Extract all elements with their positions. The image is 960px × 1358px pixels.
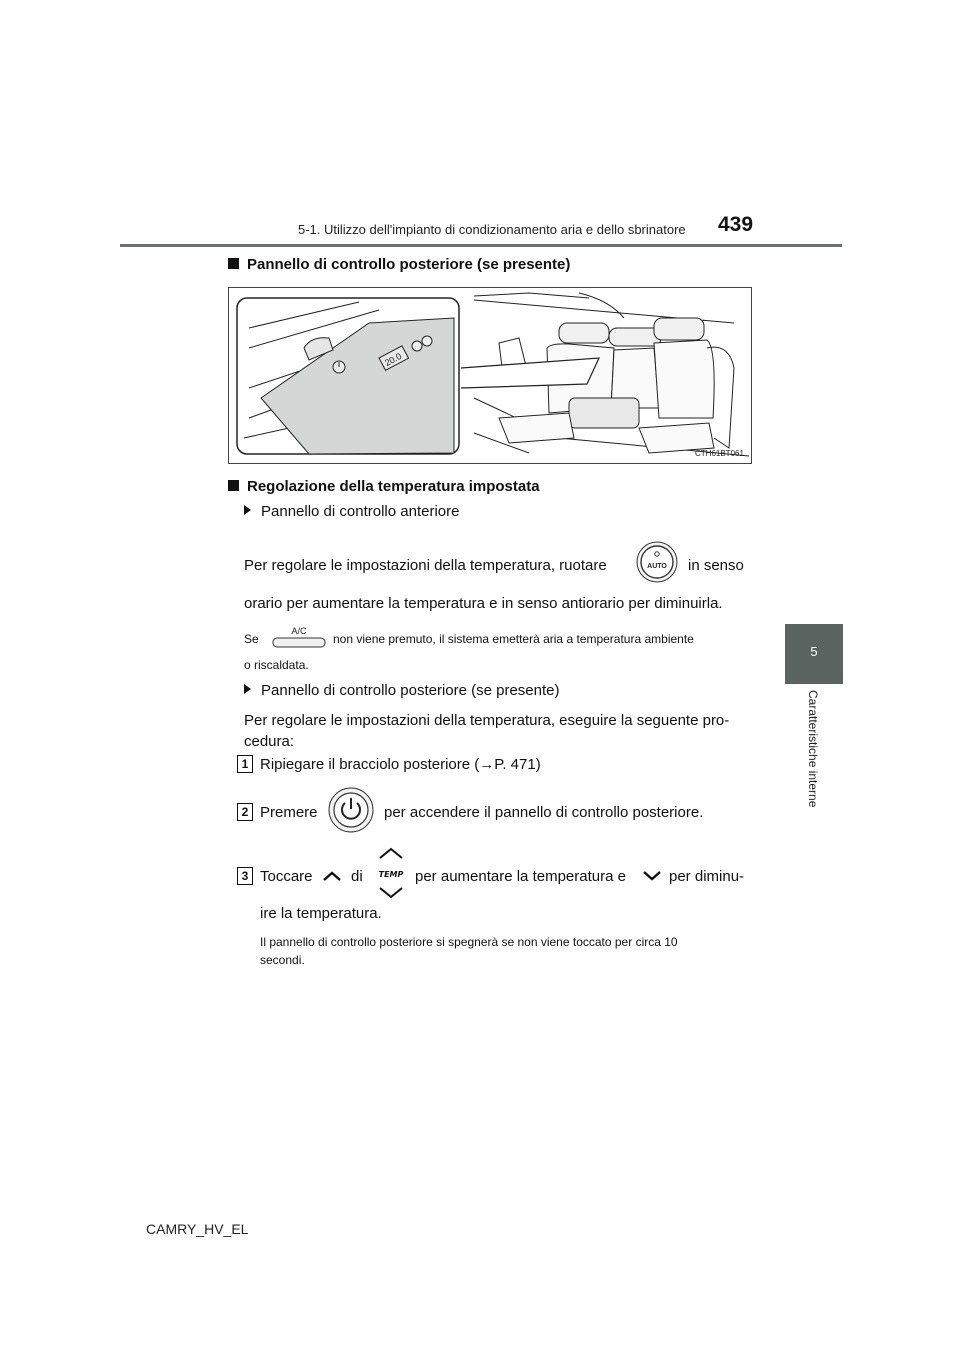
rear-panel-heading: Pannello di controllo posteriore (se presente) bbox=[228, 256, 570, 273]
chevron-up-icon bbox=[320, 868, 344, 884]
rear-panel-figure bbox=[228, 287, 752, 464]
svg-text:A/C: A/C bbox=[291, 626, 307, 636]
rear-panel-intro-2: cedura: bbox=[244, 733, 295, 750]
step-2-text-a: Premere bbox=[260, 804, 318, 821]
chapter-label: Caratteristiche interne bbox=[806, 690, 820, 808]
step-2-text-b: per accendere il pannello di controllo posteriore. bbox=[384, 804, 704, 821]
step-2-number: 2 bbox=[237, 803, 253, 821]
front-panel-subheading: Pannello di controllo anteriore bbox=[244, 501, 459, 523]
svg-text:AUTO: AUTO bbox=[647, 563, 667, 570]
step-3-text-c: per aumentare la temperatura e bbox=[415, 868, 626, 885]
chapter-number: 5 bbox=[810, 644, 818, 659]
temp-control-icon bbox=[374, 840, 408, 906]
figure-code: CTH61BT061 bbox=[695, 449, 744, 458]
section-title: 5-1. Utilizzo dell'impianto di condizionamento aria e dello sbrinatore bbox=[298, 222, 686, 237]
step-3-text-d: per diminu- bbox=[669, 868, 745, 885]
ac-note-a: Se bbox=[244, 632, 259, 646]
auto-off-note-2: secondi. bbox=[260, 953, 305, 967]
step-3-text-b: di bbox=[351, 868, 363, 885]
model-code: CAMRY_HV_EL bbox=[146, 1221, 249, 1237]
auto-knob-icon bbox=[636, 541, 678, 583]
step-3-number: 3 bbox=[237, 867, 253, 885]
front-panel-instruction-2: orario per aumentare la temperatura e in senso antiorario per diminuirla. bbox=[244, 595, 723, 612]
figure-display-value: 20.0 bbox=[383, 351, 404, 369]
chapter-tab bbox=[785, 624, 843, 684]
ac-button-icon bbox=[270, 624, 328, 650]
page-number: 439 bbox=[718, 213, 754, 236]
chevron-down-icon bbox=[640, 868, 664, 884]
svg-text:TEMP: TEMP bbox=[378, 870, 404, 879]
step-1-number: 1 bbox=[237, 755, 253, 773]
temp-adjust-heading: Regolazione della temperatura impostata bbox=[228, 478, 540, 495]
rear-seat-illustration bbox=[229, 288, 751, 463]
square-bullet-icon bbox=[228, 480, 239, 491]
ac-note-line2: o riscaldata. bbox=[244, 658, 309, 672]
auto-off-note-1: Il pannello di controllo posteriore si spegnerà se non viene toccato per circa 10 bbox=[260, 935, 678, 949]
front-panel-instruction-1b: in senso bbox=[688, 557, 744, 574]
ac-note-b: non viene premuto, il sistema emetterà aria a temperatura ambiente bbox=[333, 632, 694, 646]
triangle-bullet-icon bbox=[244, 505, 251, 515]
triangle-bullet-icon bbox=[244, 684, 251, 694]
front-panel-instruction-1a: Per regolare le impostazioni della temperatura, ruotare bbox=[244, 557, 607, 574]
step-1-text: Ripiegare il bracciolo posteriore (→P. 471) bbox=[260, 756, 541, 773]
header-rule bbox=[120, 244, 842, 247]
rear-panel-intro-1: Per regolare le impostazioni della temperatura, eseguire la seguente pro- bbox=[244, 712, 730, 729]
step-3-text-a: Toccare bbox=[260, 868, 313, 885]
step-3-text-line2: ire la temperatura. bbox=[260, 905, 382, 922]
rear-panel-subheading: Pannello di controllo posteriore (se presente) bbox=[244, 680, 560, 702]
square-bullet-icon bbox=[228, 258, 239, 269]
power-button-icon bbox=[327, 786, 375, 834]
